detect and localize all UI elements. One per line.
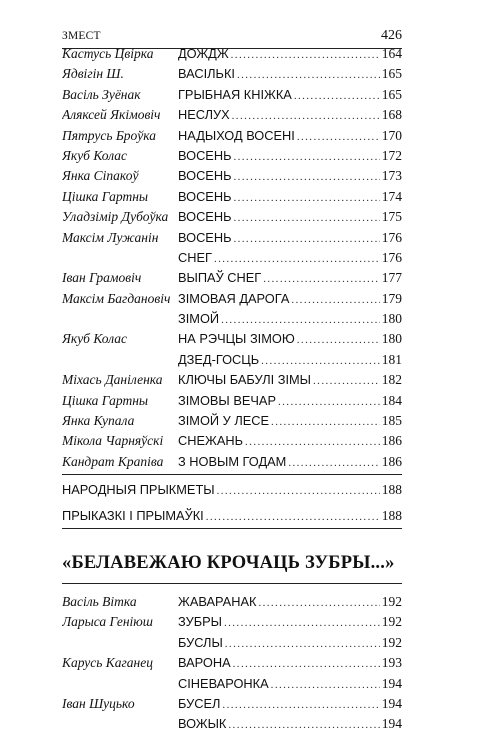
- toc-entry: [62, 309, 402, 329]
- toc-entry: [62, 228, 402, 248]
- dot-leader: [263, 269, 380, 289]
- toc-entry: [62, 207, 402, 227]
- toc-entry: [62, 592, 402, 612]
- entry-page: 185: [381, 413, 402, 429]
- toc-entry: [62, 370, 402, 390]
- dot-leader: [233, 654, 380, 674]
- entry-author: Янка Купала: [62, 413, 135, 429]
- dot-leader: [261, 351, 380, 371]
- entry-page: 181: [381, 351, 402, 367]
- dot-leader: [297, 330, 380, 350]
- dot-leader: [288, 453, 379, 473]
- toc-entry: [62, 289, 402, 309]
- toc-entry: [62, 248, 402, 268]
- entry-title: ЗІМОЙ: [178, 311, 220, 327]
- entry-title: БУСЕЛ: [178, 695, 221, 711]
- entry-title: ВОСЕНЬ: [178, 229, 232, 245]
- dot-leader: [233, 208, 379, 228]
- entry-page: 177: [381, 270, 402, 286]
- dot-leader: [233, 167, 379, 187]
- dot-leader: [214, 249, 380, 269]
- dot-leader: [206, 507, 380, 527]
- entry-title: ВОЖЫК: [178, 716, 227, 732]
- entry-page: 192: [381, 634, 402, 650]
- entry-author: Якуб Колас: [62, 147, 128, 163]
- entry-title: СНЕЖАНЬ: [178, 433, 244, 449]
- entry-page: 173: [381, 168, 402, 184]
- entry-title: ЖАВАРАНАК: [178, 593, 257, 609]
- dot-leader: [271, 412, 380, 432]
- entry-author: Мікола Чарняўскі: [62, 433, 164, 449]
- toc-entry: [62, 694, 402, 714]
- entry-title: НАРОДНЫЯ ПРЫКМЕТЫ: [62, 482, 215, 498]
- toc-entry: [62, 506, 402, 526]
- dot-leader: [258, 593, 379, 613]
- entry-title: НА РЭЧЦЫ ЗІМОЮ: [178, 331, 295, 347]
- entry-title: НАДЫХОД ВОСЕНІ: [178, 127, 295, 143]
- entry-author: Іван Грамовіч: [62, 270, 142, 286]
- entry-page: 164: [381, 46, 402, 61]
- toc-entry: [62, 329, 402, 349]
- dot-leader: [228, 715, 379, 735]
- entry-title: ВОСЕНЬ: [178, 188, 232, 204]
- toc-entry: [62, 64, 402, 84]
- dot-leader: [245, 432, 380, 452]
- toc-entry: [62, 674, 402, 694]
- entry-author: Цішка Гартны: [62, 392, 149, 408]
- entry-title: ВОСЕНЬ: [178, 147, 232, 163]
- table-of-contents: [62, 44, 402, 735]
- entry-page: 179: [381, 290, 402, 306]
- toc-entry: [62, 612, 402, 632]
- entry-title: ВАРОНА: [178, 655, 231, 671]
- dot-leader: [233, 147, 379, 167]
- toc-entry: [62, 653, 402, 673]
- toc-entry: [62, 268, 402, 288]
- dot-leader: [221, 310, 380, 330]
- entry-author: Янка Сіпакоў: [62, 168, 139, 184]
- entry-author: Якуб Колас: [62, 331, 128, 347]
- entry-author: Кастусь Цвірка: [62, 46, 154, 61]
- toc-entry: [62, 411, 402, 431]
- entry-page: 184: [381, 392, 402, 408]
- entry-page: 193: [381, 655, 402, 671]
- entry-title: З НОВЫМ ГОДАМ: [178, 453, 287, 469]
- entry-page: 174: [381, 188, 402, 204]
- toc-divider: [62, 528, 402, 529]
- entry-page: 176: [381, 249, 402, 265]
- entry-page: 176: [381, 229, 402, 245]
- entry-page: 192: [381, 593, 402, 609]
- entry-title: ЗІМОЙ У ЛЕСЕ: [178, 413, 270, 429]
- entry-page: 182: [381, 372, 402, 388]
- entry-page: 188: [381, 507, 402, 523]
- entry-page: 192: [381, 614, 402, 630]
- entry-title: ЗУБРЫ: [178, 614, 222, 630]
- toc-general-list: [62, 480, 402, 526]
- dot-leader: [278, 392, 380, 412]
- header-title: ЗМЕСТ: [62, 30, 101, 42]
- dot-leader: [271, 675, 380, 695]
- entry-title: СНЕГ: [178, 249, 212, 265]
- entry-author: Міхась Даніленка: [62, 372, 163, 388]
- dot-leader: [297, 127, 380, 147]
- dot-leader: [222, 695, 379, 715]
- entry-author: Ядвігін Ш.: [62, 66, 124, 82]
- entry-page: 165: [381, 86, 402, 102]
- entry-page: 180: [381, 311, 402, 327]
- toc-entry: [62, 633, 402, 653]
- entry-title: БУСЛЫ: [178, 634, 223, 650]
- toc-entry: [62, 431, 402, 451]
- entry-page: 194: [381, 695, 402, 711]
- entry-page: 172: [381, 147, 402, 163]
- toc-entry: [62, 480, 402, 500]
- entry-author: Васіль Зуёнак: [62, 86, 141, 102]
- entry-title: ВОСЕНЬ: [178, 168, 232, 184]
- toc-entry: [62, 105, 402, 125]
- entry-title: ВОСЕНЬ: [178, 209, 232, 225]
- toc-entry: [62, 452, 402, 472]
- entry-page: 168: [381, 107, 402, 123]
- entry-title: ДОЖДЖ: [178, 46, 229, 61]
- entry-author: Пятрусь Броўка: [62, 127, 157, 143]
- entry-page: 188: [381, 482, 402, 498]
- toc-entry: [62, 146, 402, 166]
- toc-entry: [62, 714, 402, 734]
- toc-entry: [62, 44, 402, 64]
- entry-author: Ларыса Геніюш: [62, 614, 153, 630]
- toc-main-list: [62, 44, 402, 472]
- entry-title: ВЫПАЎ СНЕГ: [178, 270, 262, 286]
- entry-author: Максім Багдановіч: [62, 290, 171, 306]
- entry-title: НЕСЛУХ: [178, 107, 230, 123]
- entry-page: 180: [381, 331, 402, 347]
- entry-page: 194: [381, 675, 402, 691]
- entry-title: СІНЕВАРОНКА: [178, 675, 269, 691]
- entry-author: Цішка Гартны: [62, 188, 149, 204]
- toc-entry: [62, 85, 402, 105]
- entry-title: ГРЫБНАЯ КНІЖКА: [178, 86, 292, 102]
- dot-leader: [217, 481, 380, 501]
- toc-entry: [62, 187, 402, 207]
- entry-page: 186: [381, 433, 402, 449]
- entry-author: Іван Шуцько: [62, 695, 135, 711]
- entry-page: 194: [381, 716, 402, 732]
- entry-author: Кандрат Крапіва: [62, 453, 164, 469]
- entry-page: 175: [381, 209, 402, 225]
- toc-entry: [62, 126, 402, 146]
- entry-page: 170: [381, 127, 402, 143]
- section-heading: «БЕЛАВЕЖАЮ КРОЧАЦЬ ЗУБРЫ...»: [62, 543, 402, 584]
- entry-author: Максім Лужанін: [62, 229, 159, 245]
- dot-leader: [225, 634, 380, 654]
- dot-leader: [313, 371, 380, 391]
- entry-title: ДЗЕД-ГОСЦЬ: [178, 351, 260, 367]
- entry-title: ВАСІЛЬКІ: [178, 66, 235, 82]
- entry-title: ПРЫКАЗКІ І ПРЫМАЎКІ: [62, 507, 204, 523]
- dot-leader: [224, 613, 380, 633]
- toc-entry: [62, 391, 402, 411]
- entry-author: Карусь Каганец: [62, 655, 153, 671]
- dot-leader: [291, 290, 379, 310]
- dot-leader: [233, 188, 379, 208]
- entry-title: КЛЮЧЫ БАБУЛІ ЗІМЫ: [178, 372, 312, 388]
- entry-author: Аляксей Якімовіч: [62, 107, 161, 123]
- dot-leader: [294, 86, 380, 106]
- dot-leader: [233, 229, 379, 249]
- header-page-number: 426: [381, 28, 402, 43]
- entry-author: Васіль Вітка: [62, 593, 137, 609]
- toc-entry: [62, 350, 402, 370]
- dot-leader: [231, 45, 380, 65]
- entry-page: 186: [381, 453, 402, 469]
- dot-leader: [237, 65, 380, 85]
- toc-entry: [62, 166, 402, 186]
- dot-leader: [232, 106, 380, 126]
- entry-title: ЗІМОВЫ ВЕЧАР: [178, 392, 276, 408]
- entry-page: 165: [381, 66, 402, 82]
- toc-section-list: [62, 592, 402, 735]
- entry-author: Уладзімір Дубоўка: [62, 209, 169, 225]
- entry-title: ЗІМОВАЯ ДАРОГА: [178, 290, 290, 306]
